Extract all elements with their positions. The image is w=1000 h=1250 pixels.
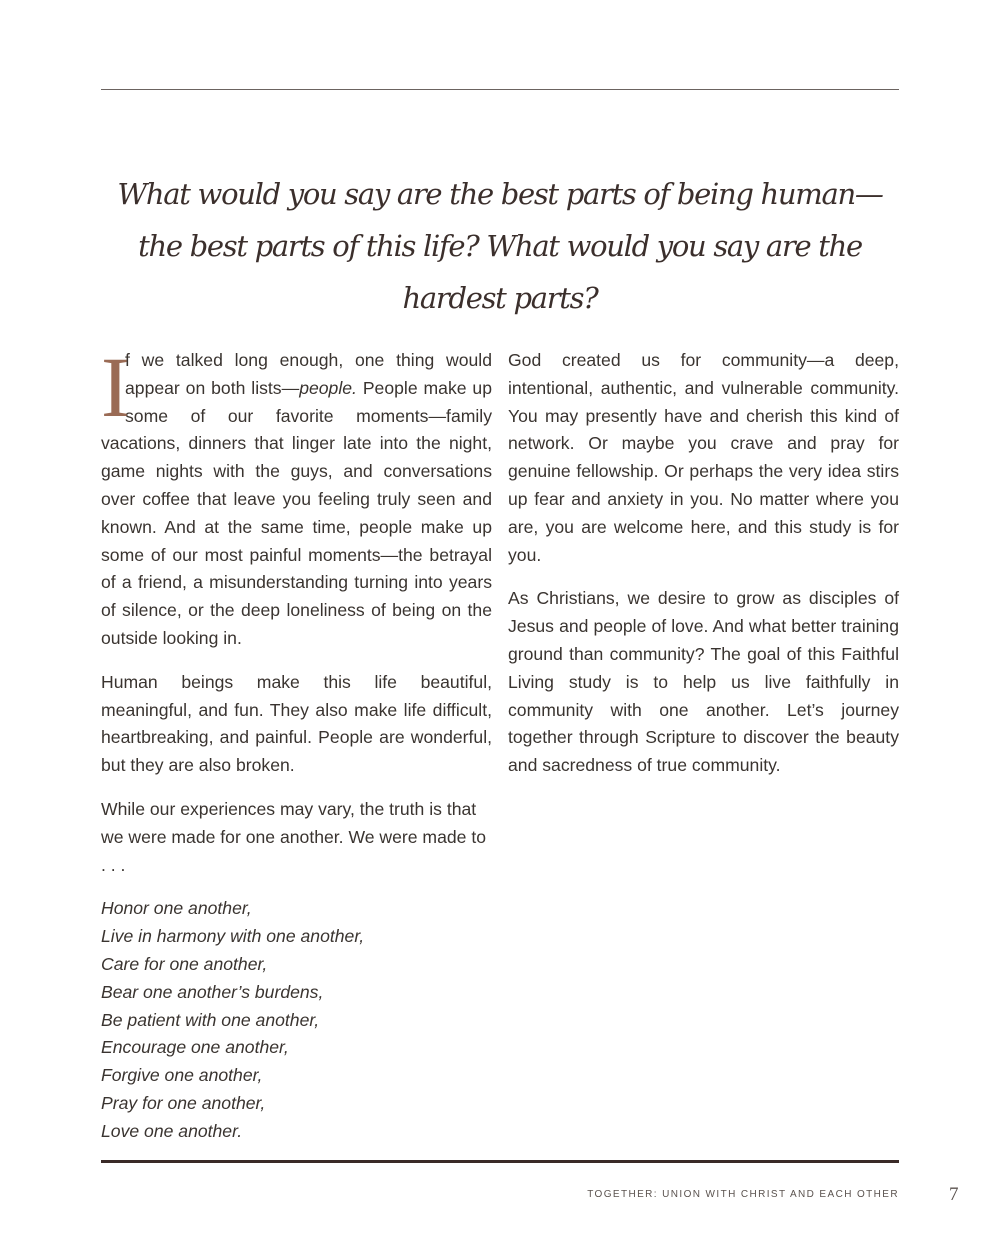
running-footer-title: TOGETHER: UNION WITH CHRIST AND EACH OTHER <box>587 1189 899 1200</box>
list-item: Bear one another’s burdens, <box>101 981 324 1002</box>
paragraph-made-for-one-another: While our experiences may vary, the truth is that we were made for one another. We were made to . . . <box>101 798 486 875</box>
intro-paragraph-start: f we talked long enough, one thing would appear on both lists— <box>125 350 492 398</box>
one-another-list <box>101 895 492 1145</box>
drop-cap: I <box>101 339 130 435</box>
pull-quote: What would you say are the best parts of being human—the best parts of this life? What would you say are the hardest parts? <box>117 177 883 315</box>
paragraph-as-christians: As Christians, we desire to grow as disciples of Jesus and people of love. And what better training ground than community? The goal of this Faithful Living study is to help us live faithfully in community with one another. Let’s journey together through Scripture to discover the beauty and sacredness of true community. <box>508 588 899 776</box>
list-item: Be patient with one another, <box>101 1009 320 1030</box>
drop-cap-box <box>101 339 130 435</box>
intro-paragraph-rest: People make up some of our favorite moments—family vacations, dinners that linger late into the night, game nights with the guys, and conversations over coffee that leave you feeling truly seen and known. And at the same time, people make up some of our most painful moments—the betrayal of a friend, a misunderstanding turning into years of silence, or the deep loneliness of being on the outside looking in. <box>101 377 492 648</box>
list-item: Love one another. <box>101 1120 243 1141</box>
list-item: Live in harmony with one another, <box>101 926 365 947</box>
list-item: Care for one another, <box>101 953 268 974</box>
intro-paragraph <box>101 339 492 653</box>
list-item: Encourage one another, <box>101 1037 289 1058</box>
bottom-divider <box>101 1160 899 1163</box>
paragraph-human-beings: Human beings make this life beautiful, meaningful, and fun. They also make life difficult, heartbreaking, and painful. People are wonderful, but they are also broken. <box>101 671 492 776</box>
paragraph-god-created-us: God created us for community—a deep, intentional, authentic, and vulnerable community. You may presently have and cherish this kind of network. Or maybe you crave and pray for genuine fellowship. Or perhaps the very idea stirs up fear and anxiety in you. No matter where you are, you are welcome here, and this study is for you. <box>508 350 899 565</box>
intro-paragraph-emphasis: people. <box>299 377 357 398</box>
top-divider <box>101 89 899 90</box>
right-column <box>508 347 899 796</box>
list-item: Forgive one another, <box>101 1065 263 1086</box>
list-item: Honor one another, <box>101 898 252 919</box>
page-number: 7 <box>949 1184 959 1205</box>
left-column <box>101 339 492 1146</box>
list-item: Pray for one another, <box>101 1092 266 1113</box>
